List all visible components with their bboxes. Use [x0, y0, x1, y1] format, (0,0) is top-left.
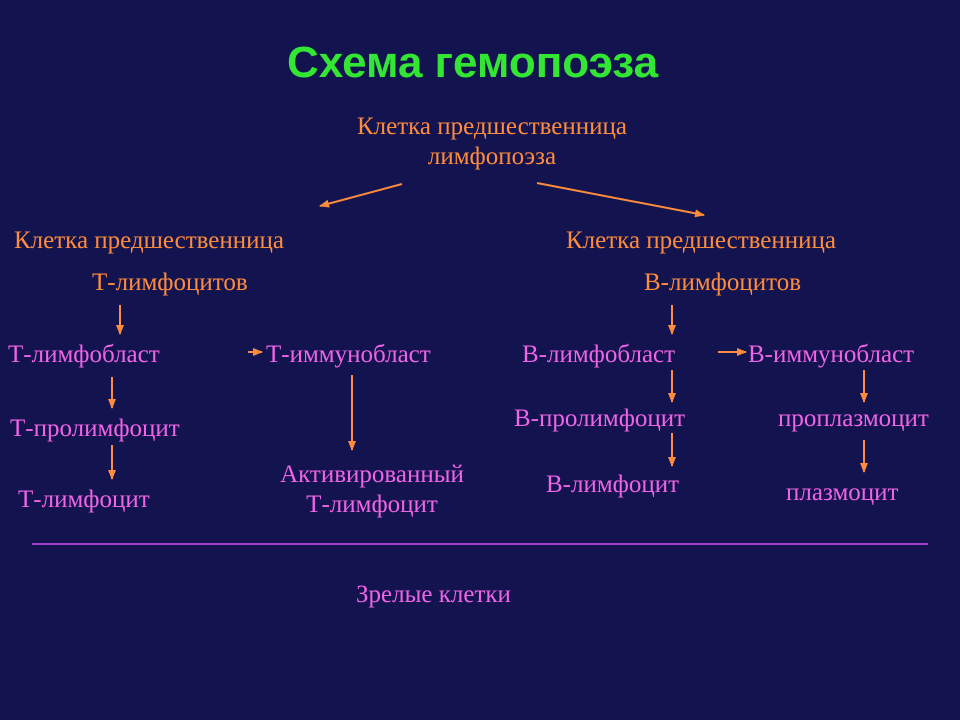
b-prolymphocyte: В-пролимфоцит: [514, 405, 686, 432]
t-prolymphocyte: Т-пролимфоцит: [10, 415, 180, 442]
activated-t-line1: Активированный: [280, 461, 464, 488]
mature-cells-label: Зрелые клетки: [356, 581, 511, 608]
t-lymphocyte: Т-лимфоцит: [18, 486, 150, 513]
b-immunoblast: В-иммунобласт: [748, 341, 915, 368]
t-immunoblast: Т-иммунобласт: [266, 341, 431, 368]
activated-t-line2: Т-лимфоцит: [306, 491, 438, 518]
activated-t-lymphocyte: [232, 460, 512, 520]
progenitor-b-line2: В-лимфоцитов: [644, 269, 802, 296]
progenitor-t-line1: Клетка предшественница: [14, 227, 285, 254]
plasmocyte: плазмоцит: [786, 479, 899, 506]
progenitor-t-line2: Т-лимфоцитов: [92, 269, 248, 296]
progenitor-b-line1: Клетка предшественница: [566, 227, 837, 254]
progenitor-lymphopoiesis-line2: лимфопоэза: [427, 143, 557, 170]
b-lymphoblast: В-лимфобласт: [522, 341, 676, 368]
proplasmocyte: проплазмоцит: [778, 405, 929, 432]
diagram-title: Схема гемопоэза: [286, 38, 659, 87]
arrow-to-b-progenitor: [537, 183, 704, 215]
progenitor-lymphopoiesis: [292, 112, 692, 172]
arrow-to-t-progenitor: [320, 184, 402, 206]
t-lymphoblast: Т-лимфобласт: [8, 341, 160, 368]
progenitor-lymphopoiesis-line1: Клетка предшественница: [356, 113, 627, 140]
b-lymphocyte: В-лимфоцит: [546, 471, 680, 498]
